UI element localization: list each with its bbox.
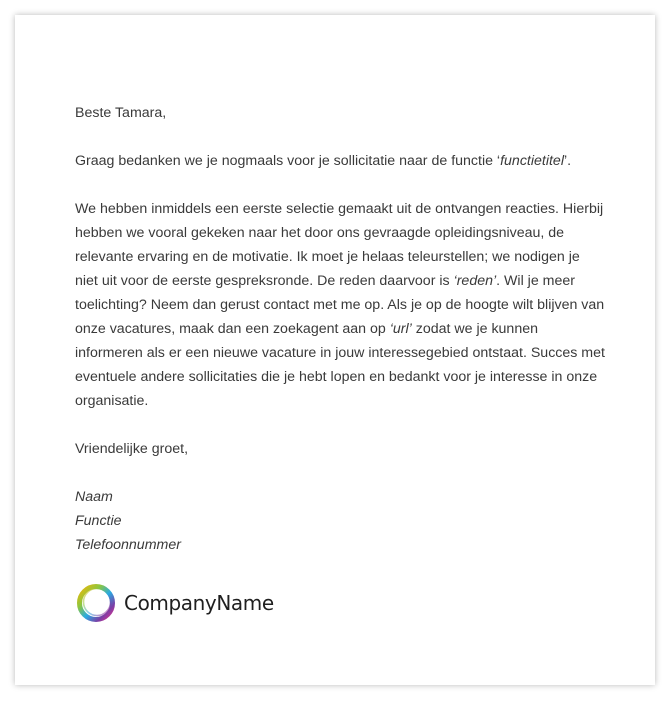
body-text-2: . Wil je meer toelichting? Neem dan gerust contact met me op. Als je op de hoogte wilt blijven van onze vacatures, maak dan een zoekagent aan op [75, 273, 605, 337]
body-text-1: We hebben inmiddels een eerste selectie gemaakt uit de ontvangen reacties. Hierbij hebben we vooral gekeken naar het door ons gevraagde opleidingsniveau, de relevante ervaring en de motivatie. Ik moet je helaas teleurstellen; we nodigen je niet uit voor de eerste gespreksronde. De reden daarvoor is [75, 201, 604, 289]
signature-function: Functie [75, 513, 122, 529]
greeting: Beste Tamara, [75, 105, 167, 121]
company-name: CompanyName [124, 591, 274, 615]
body-paragraph [75, 197, 605, 413]
signature-phone: Telefoonnummer [75, 537, 181, 553]
signature-name: Naam [75, 489, 113, 505]
letter-body [75, 101, 605, 557]
url-placeholder: ‘url’ [389, 321, 412, 337]
ring-logo-icon [75, 582, 117, 624]
closing: Vriendelijke groet, [75, 441, 189, 457]
reason-placeholder: ‘reden’ [453, 273, 497, 289]
job-title-placeholder: functietitel [500, 153, 564, 169]
body-text-3: zodat we je kunnen informeren als er een nieuwe vacature in jouw interessegebied ontstaat. Succes met eventuele andere sollicitaties die je hebt lopen en bedankt voor je interesse in onze organisatie. [75, 321, 605, 409]
thanks-text: Graag bedanken we je nogmaals voor je sollicitatie naar de functie ‘ [75, 153, 501, 169]
letter-page [15, 15, 655, 685]
thanks-paragraph [75, 149, 605, 173]
company-logo [75, 579, 274, 627]
thanks-text-end: ’. [563, 153, 572, 169]
signature-block [75, 485, 605, 557]
